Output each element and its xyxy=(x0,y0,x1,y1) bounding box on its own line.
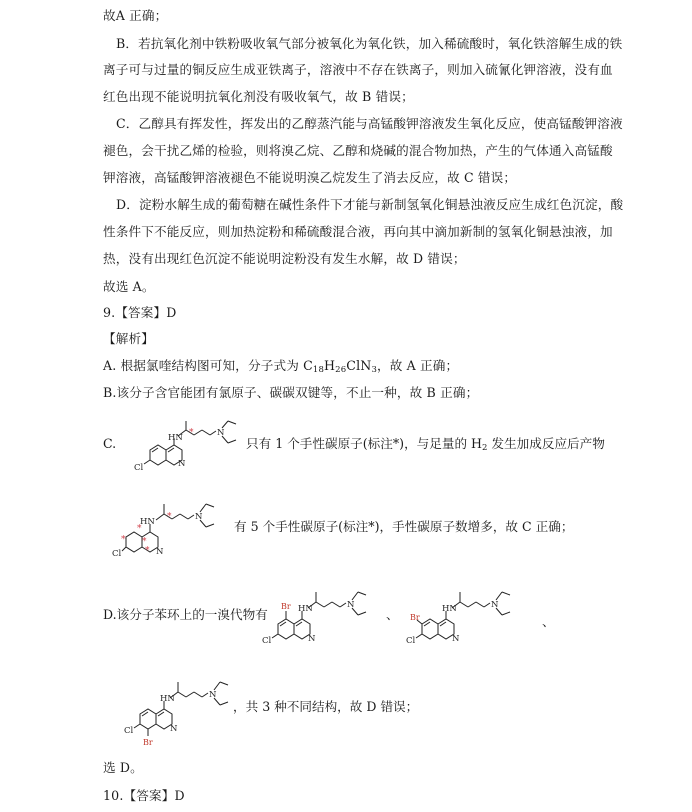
n-atom: N xyxy=(156,547,164,557)
chiral-star: * xyxy=(121,535,126,545)
br-atom: Br xyxy=(410,613,420,622)
br-atom: Br xyxy=(143,738,153,747)
n-atom: N xyxy=(209,690,217,700)
text-line: 褪色，会干扰乙烯的检验，则将溴乙烷、乙醇和烧碱的混合物加热，产生的气体通入高锰酸 xyxy=(103,143,613,158)
separator: 、 xyxy=(386,607,399,622)
text-line: 故A 正确； xyxy=(103,8,168,23)
chloroquine-structure-1 xyxy=(134,410,250,478)
text-line: 故选 A。 xyxy=(103,279,155,294)
text-line: 选 D。 xyxy=(103,760,143,775)
text-segment: D.该分子苯环上的一溴代物有 xyxy=(103,607,268,622)
text-line: B.该分子含官能团有氯原子、碳碳双键等，不止一种，故 B 正确； xyxy=(103,385,479,400)
option-c-label: C. xyxy=(103,436,117,451)
cl-atom: Cl xyxy=(112,549,122,559)
n-atom: N xyxy=(217,428,225,438)
n-atom: N xyxy=(347,600,355,610)
bromo-isomer-2 xyxy=(406,580,527,660)
n-atom: N xyxy=(452,634,460,644)
answer-heading: 9.【答案】D xyxy=(103,305,177,320)
nh-atom: HN xyxy=(140,517,155,527)
bromo-isomer-1 xyxy=(262,580,383,660)
chiral-star: * xyxy=(189,428,194,438)
text-line: 红色出现不能说明抗氧化剂没有吸收氧气，故 B 错误； xyxy=(103,89,414,104)
n-atom: N xyxy=(308,634,316,644)
chiral-star: * xyxy=(137,524,142,534)
n-atom: N xyxy=(178,459,186,469)
bromo-isomer-3 xyxy=(124,670,245,755)
analysis-heading: 【解析】 xyxy=(103,331,154,346)
text-line: 离子可与过量的铜反应生成亚铁离子，溶液中不存在铁离子，则加入硫氰化钾溶液，没有血 xyxy=(103,62,613,77)
formula-line: A. 根据氯喹结构图可知，分子式为 $C_{18}H_{26}ClN_3$，故 A 正确； xyxy=(103,358,459,375)
chiral-star: * xyxy=(167,512,172,522)
cl-atom: Cl xyxy=(134,463,144,473)
cl-atom: Cl xyxy=(124,726,134,736)
cl-atom: Cl xyxy=(262,636,272,646)
text-segment: 有 5 个手性碳原子(标注*)，手性碳原子数增多，故 C 正确； xyxy=(234,519,574,534)
hydrogenated-structure xyxy=(112,492,233,570)
text-line: 钾溶液，高锰酸钾溶液褪色不能说明溴乙烷发生了消去反应，故 C 错误； xyxy=(103,170,517,185)
cl-atom: Cl xyxy=(406,636,416,646)
text-line: 热，没有出现红色沉淀不能说明淀粉没有发生水解，故 D 错误； xyxy=(103,251,466,266)
br-atom: Br xyxy=(281,602,291,611)
answer-heading: 10.【答案】D xyxy=(103,788,185,803)
text-line: D．淀粉水解生成的葡萄糖在碱性条件下才能与新制氢氧化铜悬浊液反应生成红色沉淀，酸 xyxy=(116,197,624,212)
n-atom: N xyxy=(170,724,178,734)
nh-atom: HN xyxy=(298,604,313,614)
nh-atom: HN xyxy=(442,604,457,614)
chiral-star: * xyxy=(145,546,150,556)
text-segment: 只有 1 个手性碳原子(标注*)，与足量的 $H_2$ 发生加成反应后产物 xyxy=(246,436,605,453)
text-line: C．乙醇具有挥发性，挥发出的乙醇蒸汽能与高锰酸钾溶液发生氧化反应，使高锰酸钾溶液 xyxy=(116,116,623,131)
text-segment: ，共 3 种不同结构，故 D 错误； xyxy=(233,699,419,714)
separator: 、 xyxy=(542,614,555,629)
chiral-star: * xyxy=(142,537,147,547)
text-line: B．若抗氧化剂中铁粉吸收氧气部分被氧化为氧化铁，加入稀硫酸时，氧化铁溶解生成的铁 xyxy=(116,36,623,51)
n-atom: N xyxy=(491,600,499,610)
text-line: 性条件下不能反应，则加热淀粉和稀硫酸混合液，再向其中滴加新制的氢氧化铜悬浊液，加 xyxy=(103,224,613,239)
n-atom: N xyxy=(195,512,203,522)
nh-atom: HN xyxy=(160,694,175,704)
nh-atom: HN xyxy=(168,433,183,443)
